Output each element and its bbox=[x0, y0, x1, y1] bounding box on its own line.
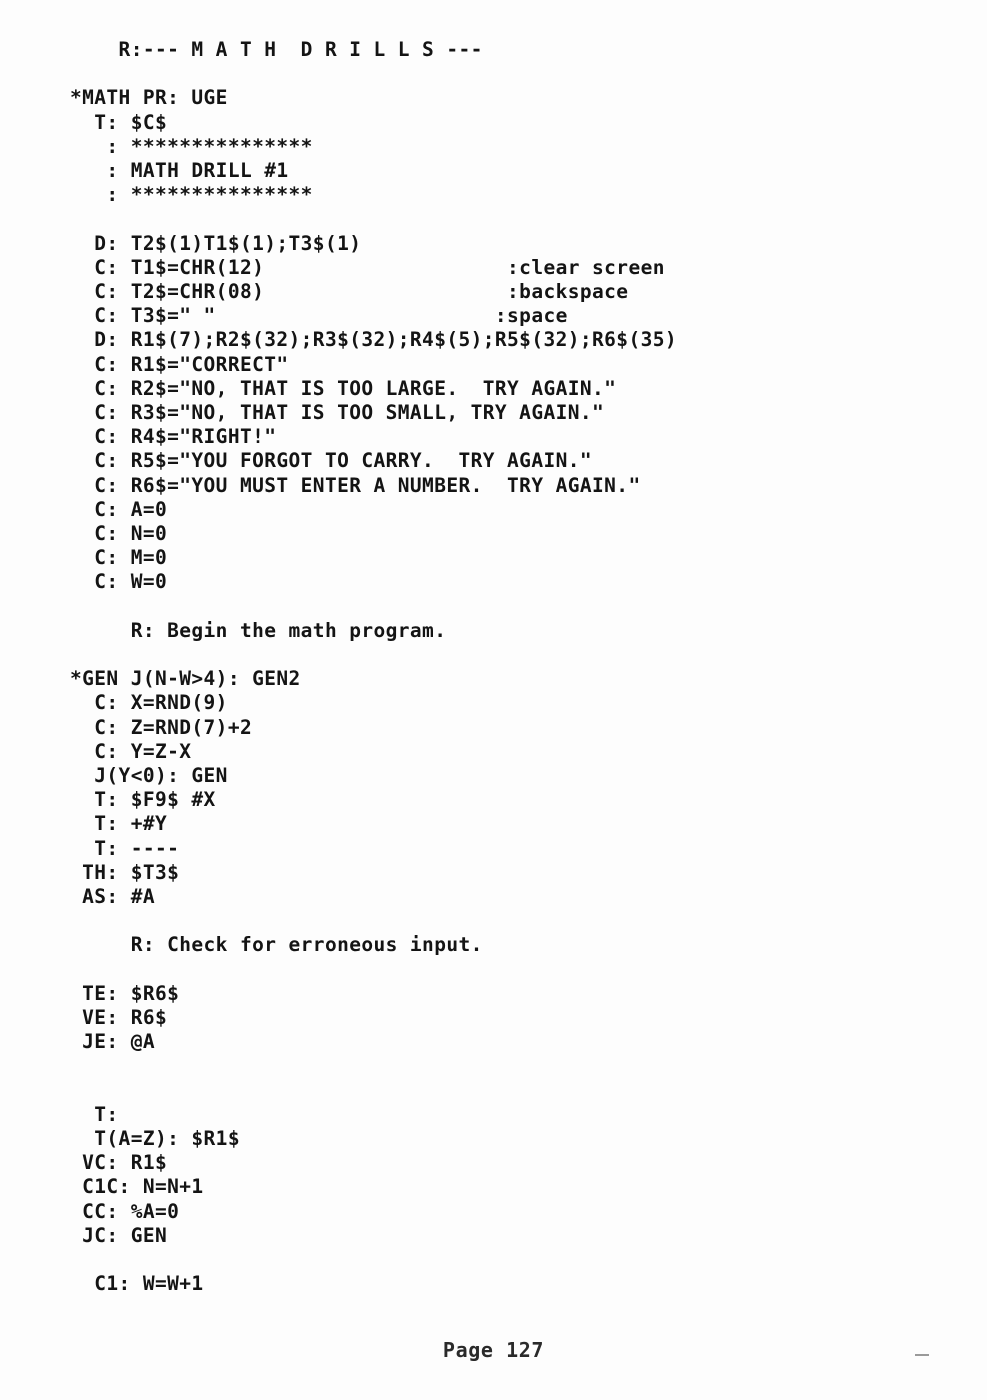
code-line: T: ---- bbox=[70, 836, 180, 860]
code-line: R:--- M A T H D R I L L S --- bbox=[70, 38, 483, 61]
code-line-blank bbox=[70, 1054, 930, 1078]
code-line-blank bbox=[70, 1248, 930, 1272]
code-line: VE: R6$ bbox=[70, 1006, 168, 1030]
page-number: Page 127 bbox=[442, 1338, 545, 1362]
code-line: : MATH DRILL #1 bbox=[70, 159, 289, 182]
code-line: C1: W=W+1 bbox=[70, 1272, 204, 1296]
code-line: JC: GEN bbox=[70, 1223, 168, 1247]
code-line: T: $F9$ #X bbox=[70, 788, 216, 812]
code-listing bbox=[70, 38, 930, 1296]
code-line: C: T1$=CHR(12) :clear screen bbox=[70, 255, 665, 279]
code-line: C: Y=Z-X bbox=[70, 739, 192, 763]
page-footer bbox=[0, 1338, 987, 1362]
code-line: TE: $R6$ bbox=[70, 981, 180, 1005]
code-line: T: bbox=[70, 1102, 119, 1126]
code-line: C: A=0 bbox=[70, 497, 168, 521]
code-line: C: N=0 bbox=[70, 522, 168, 546]
code-line-blank bbox=[70, 595, 930, 619]
code-line: *MATH PR: UGE bbox=[70, 86, 228, 110]
code-line: C: T2$=CHR(08) :backspace bbox=[70, 280, 629, 303]
code-line: T(A=Z): $R1$ bbox=[70, 1127, 240, 1151]
code-line-blank bbox=[70, 958, 930, 982]
code-line: T: $C$ bbox=[70, 110, 168, 134]
code-line: C: W=0 bbox=[70, 570, 168, 594]
code-line: C: Z=RND(7)+2 bbox=[70, 715, 253, 739]
code-line-blank bbox=[70, 909, 930, 933]
code-line: C: X=RND(9) bbox=[70, 691, 228, 715]
code-line: C1C: N=N+1 bbox=[70, 1175, 204, 1199]
code-line: TH: $T3$ bbox=[70, 860, 180, 884]
code-line: D: R1$(7);R2$(32);R3$(32);R4$(5);R5$(32);R6$(35) bbox=[70, 328, 677, 352]
code-line: C: R2$="NO, THAT IS TOO LARGE. TRY AGAIN." bbox=[70, 376, 617, 400]
code-line: VC: R1$ bbox=[70, 1151, 168, 1175]
code-line: D: T2$(1)T1$(1);T3$(1) bbox=[70, 231, 362, 255]
code-line-blank bbox=[70, 62, 930, 86]
code-line: C: R4$="RIGHT!" bbox=[70, 425, 277, 449]
code-line-blank bbox=[70, 1079, 930, 1103]
code-line: T: +#Y bbox=[70, 812, 168, 836]
code-line: : *************** bbox=[70, 183, 313, 207]
code-line: C: R1$="CORRECT" bbox=[70, 352, 289, 376]
code-line: R: Begin the math program. bbox=[70, 618, 447, 642]
code-line-blank bbox=[70, 207, 930, 231]
code-line: J(Y<0): GEN bbox=[70, 764, 228, 788]
code-line: C: R6$="YOU MUST ENTER A NUMBER. TRY AGAIN." bbox=[70, 473, 641, 497]
code-line: C: M=0 bbox=[70, 546, 168, 570]
code-line: JE: @A bbox=[70, 1030, 155, 1054]
code-line: R: Check for erroneous input. bbox=[70, 933, 483, 957]
code-line: C: T3$=" " :space bbox=[70, 304, 568, 328]
code-line: AS: #A bbox=[70, 885, 155, 909]
code-line-blank bbox=[70, 643, 930, 667]
code-line: : *************** bbox=[70, 134, 313, 158]
corner-mark bbox=[915, 1354, 929, 1356]
code-line: CC: %A=0 bbox=[70, 1199, 180, 1223]
code-line: *GEN J(N-W>4): GEN2 bbox=[70, 667, 301, 691]
code-line: C: R3$="NO, THAT IS TOO SMALL, TRY AGAIN." bbox=[70, 401, 605, 425]
code-line: C: R5$="YOU FORGOT TO CARRY. TRY AGAIN." bbox=[70, 449, 593, 473]
